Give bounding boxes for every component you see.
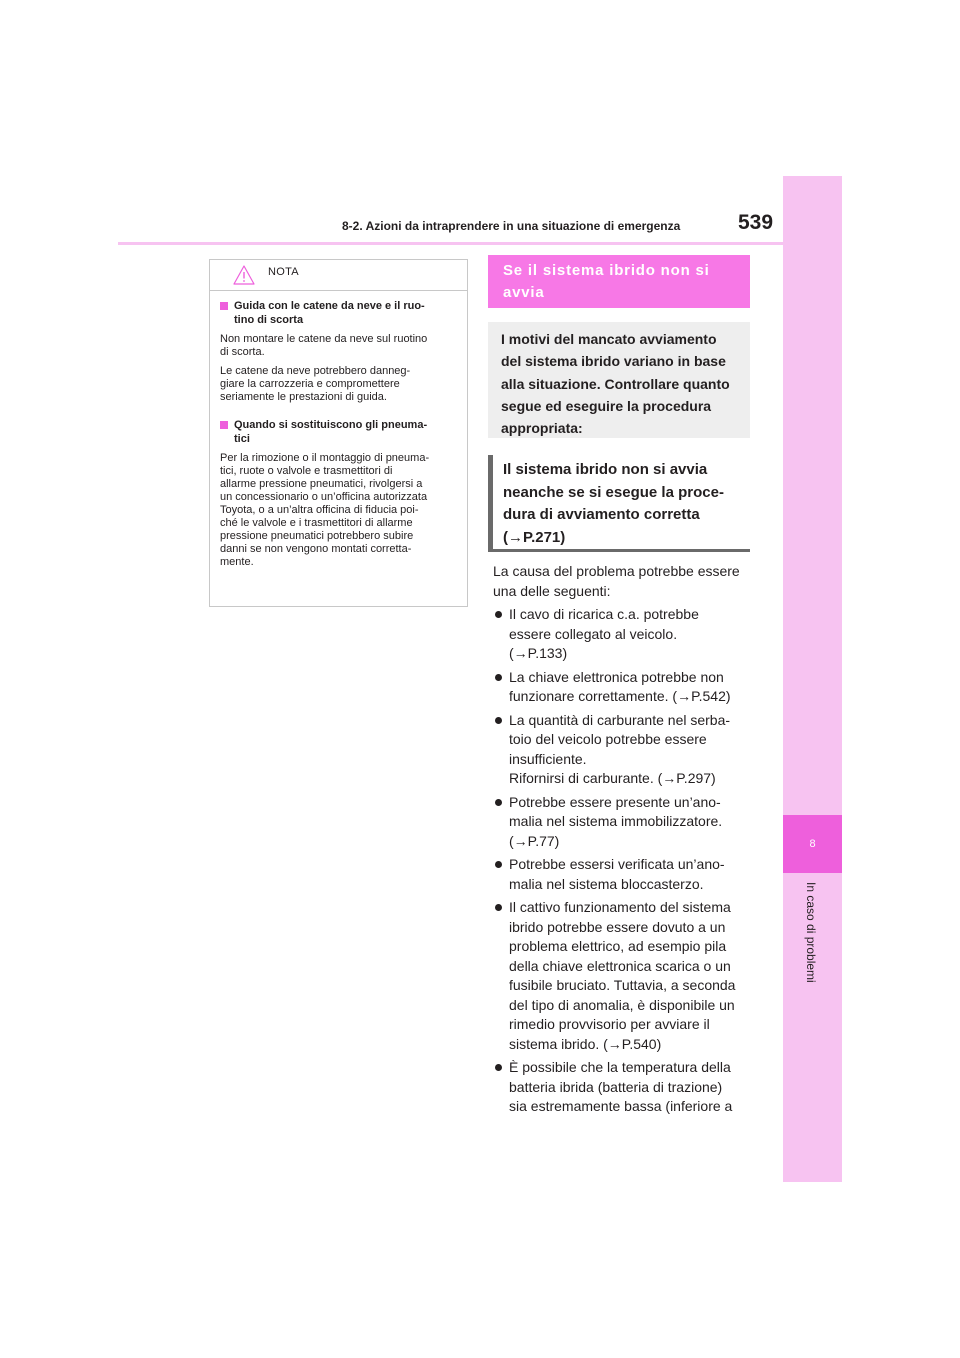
square-bullet-icon	[220, 302, 228, 310]
note-divider	[210, 290, 467, 291]
warning-triangle-icon	[233, 265, 255, 285]
list-item: Potrebbe essere presente un’ano- malia nel sistema immobilizzatore. (→P.77)	[493, 793, 751, 852]
note-title: NOTA	[268, 266, 299, 278]
list-item: È possibile che la temperatura della batteria ibrida (batteria di trazione) sia estremamente bassa (inferiore a	[493, 1058, 751, 1117]
list-item: Potrebbe essersi verificata un’ano- malia nel sistema bloccasterzo.	[493, 855, 751, 894]
square-bullet-icon	[220, 421, 228, 429]
list-item: La chiave elettronica potrebbe non funzionare correttamente. (→P.542)	[493, 668, 751, 707]
note-paragraph: Per la rimozione o il montaggio di pneuma- tici, ruote o valvole e trasmettitori di allarme pressione pneumatici, rivolgersi a un concessionario o un’officina autorizzata Toyota, o a un’altra officina di fiducia poi- ché le valvole e i trasmettitori di allarme pressione pneumatici potrebbero subire danni se non vengono montati corretta- mente.	[220, 452, 430, 568]
running-header: 8-2. Azioni da intraprendere in una situazione di emergenza	[342, 219, 681, 233]
note-header	[220, 260, 457, 290]
chapter-label: In caso di problemi	[804, 882, 818, 983]
header-rule	[118, 242, 783, 245]
note-paragraph: Non montare le catene da neve sul ruotino di scorta.	[220, 333, 428, 358]
subsection-heading: Il sistema ibrido non si avvia neanche se si esegue la proce- dura di avviamento corretta (→P.271)	[488, 455, 750, 552]
note-section-tire-replacement	[220, 418, 457, 569]
section-heading: Se il sistema ibrido non si avvia	[488, 255, 750, 308]
note-section-title: Quando si sostituiscono gli pneuma- tici	[220, 418, 457, 446]
chapter-number-tab[interactable]: 8	[783, 815, 842, 873]
page-number: 539	[738, 211, 774, 234]
cause-list	[493, 601, 751, 1117]
list-item: Il cavo di ricarica c.a. potrebbe essere collegato al veicolo. (→P.133)	[493, 605, 751, 664]
note-section-snow-chains	[220, 299, 457, 404]
note-section-title: Guida con le catene da neve e il ruo- tino di scorta	[220, 299, 457, 327]
intro-text: La causa del problema potrebbe essere una delle seguenti:	[493, 563, 740, 599]
list-item: Il cattivo funzionamento del sistema ibrido potrebbe essere dovuto a un problema elettrico, ad esempio pila della chiave elettronica scarica o un fusibile bruciato. Tuttavia, a seconda del tipo di anomalia, è disponibile un rimedio provvisorio per avviare il sistema ibrido. (→P.540)	[493, 898, 751, 1054]
list-item: La quantità di carburante nel serba- toio del veicolo potrebbe essere insufficiente. Rifornirsi di carburante. (→P.297)	[493, 711, 751, 789]
chapter-side-strip	[783, 176, 842, 1182]
note-box	[209, 259, 468, 607]
note-paragraph: Le catene da neve potrebbero danneg- giare la carrozzeria e compromettere seriamente le prestazioni di guida.	[220, 365, 411, 403]
summary-box: I motivi del mancato avviamento del sistema ibrido variano in base alla situazione. Controllare quanto segue ed eseguire la procedura appropriata:	[488, 322, 750, 438]
